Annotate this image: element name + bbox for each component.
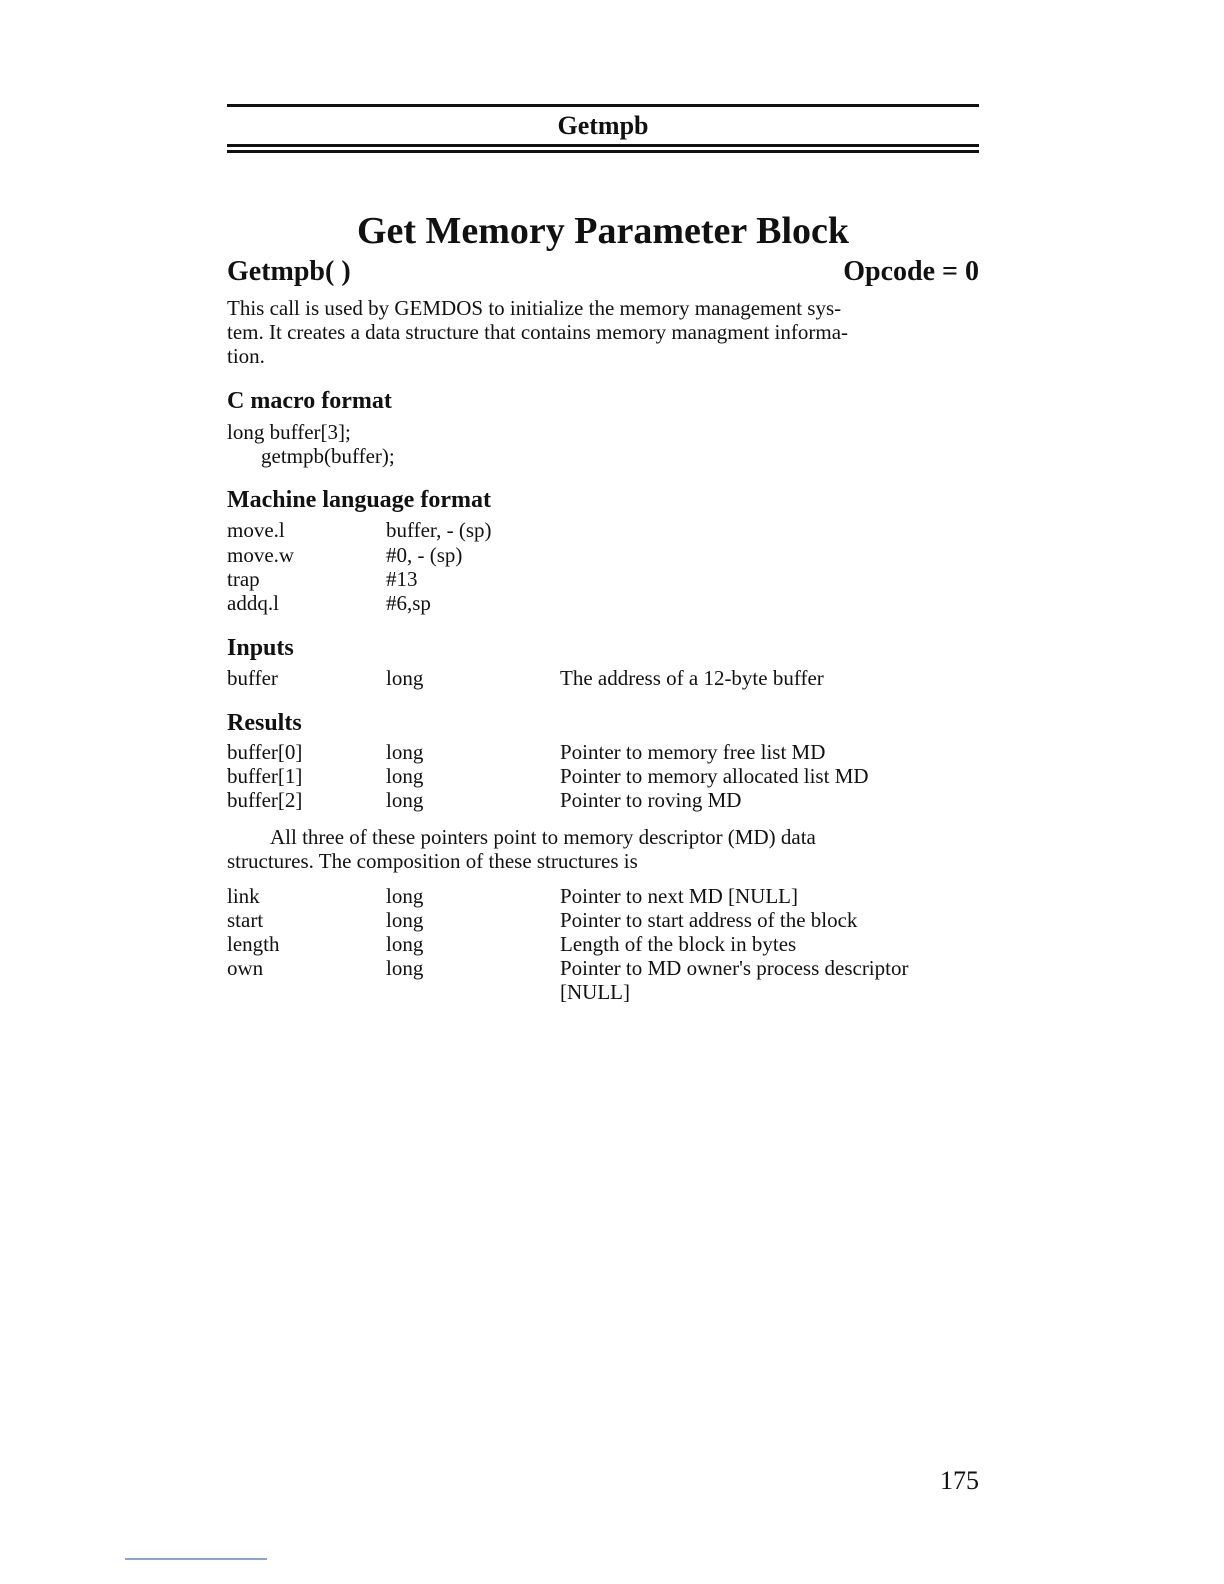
field-name: start <box>227 908 264 932</box>
intro-paragraph <box>227 296 979 368</box>
asm-op: addq.l <box>227 591 279 615</box>
table-row <box>227 666 979 690</box>
asm-op: trap <box>227 567 260 591</box>
function-name: Getmpb( ) <box>227 256 351 287</box>
inputs-table <box>227 666 979 690</box>
field-description: Pointer to MD owner's process descriptor <box>560 956 909 980</box>
running-header: Getmpb <box>557 111 649 140</box>
table-row <box>227 908 979 932</box>
table-row <box>227 788 979 812</box>
c-macro-line: long buffer[3]; <box>227 420 351 444</box>
asm-op: move.w <box>227 543 295 567</box>
param-name: buffer <box>227 666 278 690</box>
c-macro-line: getmpb(buffer); <box>261 444 395 468</box>
result-type: long <box>386 740 424 764</box>
result-description: Pointer to roving MD <box>560 788 742 812</box>
header-top-rule <box>227 104 979 107</box>
md-structure-table <box>227 884 979 1004</box>
result-type: long <box>386 764 424 788</box>
table-row <box>227 980 979 1004</box>
md-paragraph <box>227 825 979 873</box>
inputs-heading: Inputs <box>227 635 294 661</box>
param-description: The address of a 12-byte buffer <box>560 666 824 690</box>
paragraph-line: structures. The composition of these structures is <box>227 849 638 873</box>
page-number: 175 <box>940 1466 979 1495</box>
asm-arg: #0, - (sp) <box>386 543 463 567</box>
result-type: long <box>386 788 424 812</box>
field-description: Pointer to start address of the block <box>560 908 858 932</box>
asm-arg: #13 <box>386 567 418 591</box>
function-signature-row <box>227 254 979 290</box>
result-description: Pointer to memory allocated list MD <box>560 764 869 788</box>
field-description: Pointer to next MD [NULL] <box>560 884 798 908</box>
opcode: Opcode = 0 <box>843 256 979 287</box>
asm-arg: #6,sp <box>386 591 431 615</box>
result-name: buffer[1] <box>227 764 303 788</box>
table-row <box>227 740 979 764</box>
field-description-continued: [NULL] <box>560 980 630 1004</box>
result-name: buffer[0] <box>227 740 303 764</box>
field-name: length <box>227 932 280 956</box>
field-description: Length of the block in bytes <box>560 932 797 956</box>
intro-line: tem. It creates a data structure that contains memory managment informa- <box>227 320 849 344</box>
intro-line: This call is used by GEMDOS to initialize the memory management sys- <box>227 296 842 320</box>
table-row <box>227 956 979 980</box>
header-bottom-rule <box>227 150 979 153</box>
param-type: long <box>386 666 424 690</box>
results-heading: Results <box>227 710 302 736</box>
asm-op: move.l <box>227 518 285 542</box>
table-row <box>227 764 979 788</box>
field-type: long <box>386 932 424 956</box>
paragraph-line: All three of these pointers point to memory descriptor (MD) data <box>270 825 816 849</box>
machine-language-heading: Machine language format <box>227 487 491 513</box>
field-type: long <box>386 956 424 980</box>
scan-edge-mark <box>125 1558 267 1560</box>
page-title: Get Memory Parameter Block <box>356 210 850 252</box>
field-type: long <box>386 908 424 932</box>
table-row <box>227 932 979 956</box>
field-name: link <box>227 884 260 908</box>
field-type: long <box>386 884 424 908</box>
results-table <box>227 740 979 812</box>
result-name: buffer[2] <box>227 788 303 812</box>
field-name: own <box>227 956 264 980</box>
asm-arg: buffer, - (sp) <box>386 518 492 542</box>
intro-line: tion. <box>227 344 265 368</box>
header-bottom-rule <box>227 144 979 147</box>
result-description: Pointer to memory free list MD <box>560 740 826 764</box>
c-macro-heading: C macro format <box>227 388 392 414</box>
table-row <box>227 884 979 908</box>
